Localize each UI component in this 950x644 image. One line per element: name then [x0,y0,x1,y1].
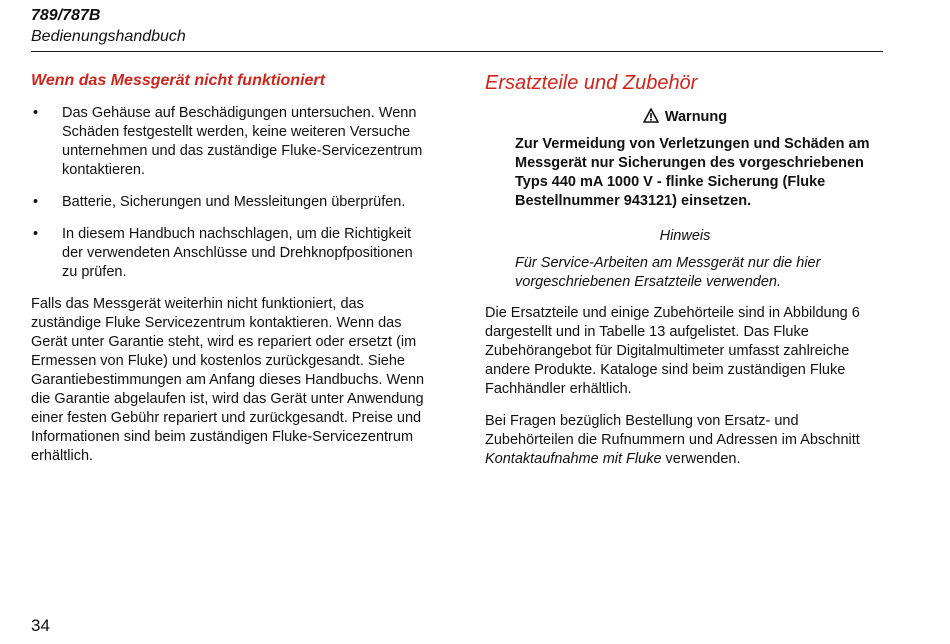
list-item-text: Das Gehäuse auf Beschädigungen untersuchen. Wenn Schäden festgestellt werden, keine weiteren Versuche unternehmen und das zuständige Fluke-Servicezentrum kontaktieren. [62,105,423,178]
contact-section-reference: Kontaktaufnahme mit Fluke [485,451,662,467]
list-item-text: Batterie, Sicherungen und Messleitungen überprüfen. [62,194,406,210]
note-text: Für Service-Arbeiten am Messgerät nur die hier vorgeschriebenen Ersatzteile verwenden. [515,255,821,290]
ordering-paragraph [485,412,885,469]
model-title: 789/787B [31,7,101,24]
warning-title [485,108,885,127]
service-paragraph: Falls das Messgerät weiterhin nicht funktioniert, das zuständige Fluke Servicezentrum kontaktieren. Wenn das Gerät unter Garantie steht, wird es repariert oder ersetzt (im Ermessen von Fluke) und kostenlos zurückgesandt. Siehe Garantiebestimmungen am Anfang dieses Handbuchs. Wenn die Garantie abgelaufen ist, wird das Gerät unter Anwendung einer festen Gebühr repariert und zurückgesandt. Preise und Informationen sind beim zuständigen Fluke-Servicezentrum erhältlich. [31,296,425,464]
ordering-text-start: Bei Fragen bezüglich Bestellung von Ersatz- und Zubehörteilen die Rufnummern und Adressen im Abschnitt [485,413,860,448]
list-item [31,104,431,180]
warning-text: Zur Vermeidung von Verletzungen und Schäden am Messgerät nur Sicherungen des vorgeschriebenen Typs 440 mA 1000 V - flinke Sicherung (Fluke Bestellnummer 943121) einsetzen. [515,136,870,209]
warning-label: Warnung [664,109,728,125]
bullet-icon: • [33,194,39,210]
manual-title: Bedienungshandbuch [31,28,186,45]
troubleshooting-heading: Wenn das Messgerät nicht funktioniert [31,72,325,89]
list-item [31,225,431,282]
left-column [31,70,431,479]
list-item [31,193,431,212]
bullet-icon: • [33,105,39,121]
list-item-text: In diesem Handbuch nachschlagen, um die Richtigkeit der verwendeten Anschlüsse und Drehknopfpositionen zu prüfen. [62,226,413,280]
bullet-icon: • [33,226,39,242]
warning-triangle-icon [643,108,659,123]
page-header [31,5,883,52]
right-column [485,70,885,482]
parts-paragraph: Die Ersatzteile und einige Zubehörteile sind in Abbildung 6 dargestellt und in Tabelle 13 aufgelistet. Das Fluke Zubehörangebot für Digitalmultimeter umfasst zahlreiche andere Produkte. Kataloge sind beim zuständigen Fluke Fachhändler erhältlich. [485,305,860,397]
spare-parts-heading: Ersatzteile und Zubehör [485,72,698,94]
note-title: Hinweis [659,228,711,244]
ordering-text-end: verwenden. [661,451,741,467]
page-number: 34 [31,616,50,635]
troubleshooting-list [31,104,431,282]
